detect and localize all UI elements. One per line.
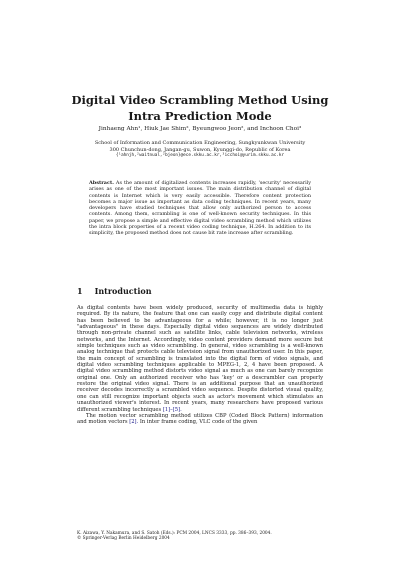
paragraph	[77, 305, 323, 413]
body-text	[77, 305, 323, 426]
abstract	[89, 180, 311, 237]
copyright-footer: © Springer-Verlag Berlin Heidelberg 2004	[77, 536, 170, 542]
section-heading	[77, 286, 164, 296]
abstract-text: As the amount of digitalized contents increases rapidly, 'security' necessarily arises as one of the most important issues. The main distribution channel of digital contents is Internet which is very easily accessible. Therefore content protection becomes a major issue as important as data coding techniques. In recent years, many developers have studied techniques that allow only authorized person to access contents. Among them, scrambling is one of well-known security techniques. In this paper, we propose a simple and effective digital video scrambling method which utilizes the intra block properties of a recent video coding technique, H.264. In addition to its simplicity, the proposed method does not cause bit rate increase after scrambling.	[89, 180, 311, 237]
citation-footer: K. Aizawa, Y. Nakamura, and S. Satoh (Eds.): PCM 2004, LNCS 3333, pp. 386–393, 2004.	[77, 531, 272, 536]
paragraph-text: The motion vector scrambling method utilizes CBP (Coded Block Pattern) information and motion vectors	[77, 412, 323, 426]
paragraph	[77, 413, 323, 426]
citation-link[interactable]: [1]–[5].	[162, 406, 182, 413]
author-emails: {¹ahnjh,²waitnual,²bjeon}@ece.skku.ac.kr,³icchoi@yurim.skku.ac.kr	[115, 153, 285, 158]
section-title: Introduction	[94, 286, 152, 296]
paragraph-text: As digital contents have been widely produced, security of multimedia data is highly required. By its nature, the feature that one can easily copy and distribute digital content has been believed to be advantageous for a while; however, it is no longer just "advantageous" in these days. Especially digital video sequences are widely distributed through non-private channel such as satellite links, cable television networks, wireless networks, and the Internet. Accordingly, video content providers demand more secure but simple techniques such as video scrambling. In general, video scrambling is a well-known analog technique that protects cable television signal from unauthorized user. In this paper, the main concept of scrambling is translated into the digital form of video signals, and digital video scrambling techniques applicable to MPEG-1, 2, 4 have been proposed. A digital video scrambling method distorts video signal as much as one can barely recognize original one. Only an authorized receiver who has 'key' or a descrambler can properly restore the original video signal. There is an additional purpose that an unauthorized receiver decodes incorrectly a scrambled video sequence. Despite distorted visual quality, one can still recognize important objects such as actor's movement which stimulates an unauthorized viewer's interest. In recent years, many researchers have proposed various different scrambling techniques	[77, 305, 323, 413]
abstract-label: Abstract.	[89, 180, 114, 186]
page-footer	[77, 531, 323, 542]
citation-link[interactable]: [2].	[129, 419, 139, 426]
affiliation-line-2: 300 Chunchun-dong, Jangan-gu, Suwon, Kyunggi-do, Republic of Korea	[109, 146, 291, 153]
affiliation-line-1: School of Information and Communication Engineering, Sungkyunkwan University	[94, 140, 306, 146]
author-list: Jinhaeng Ahn¹, Hiuk Jae Shim², Byeungwoo Jeon², and Inchoon Choi³	[98, 126, 302, 132]
section-number: 1	[77, 286, 83, 296]
paragraph-text: In inter frame coding, VLC code of the given	[138, 419, 258, 426]
affiliation	[60, 140, 340, 160]
paper-title: Digital Video Scrambling Method Using Intra Prediction Mode	[71, 93, 329, 123]
